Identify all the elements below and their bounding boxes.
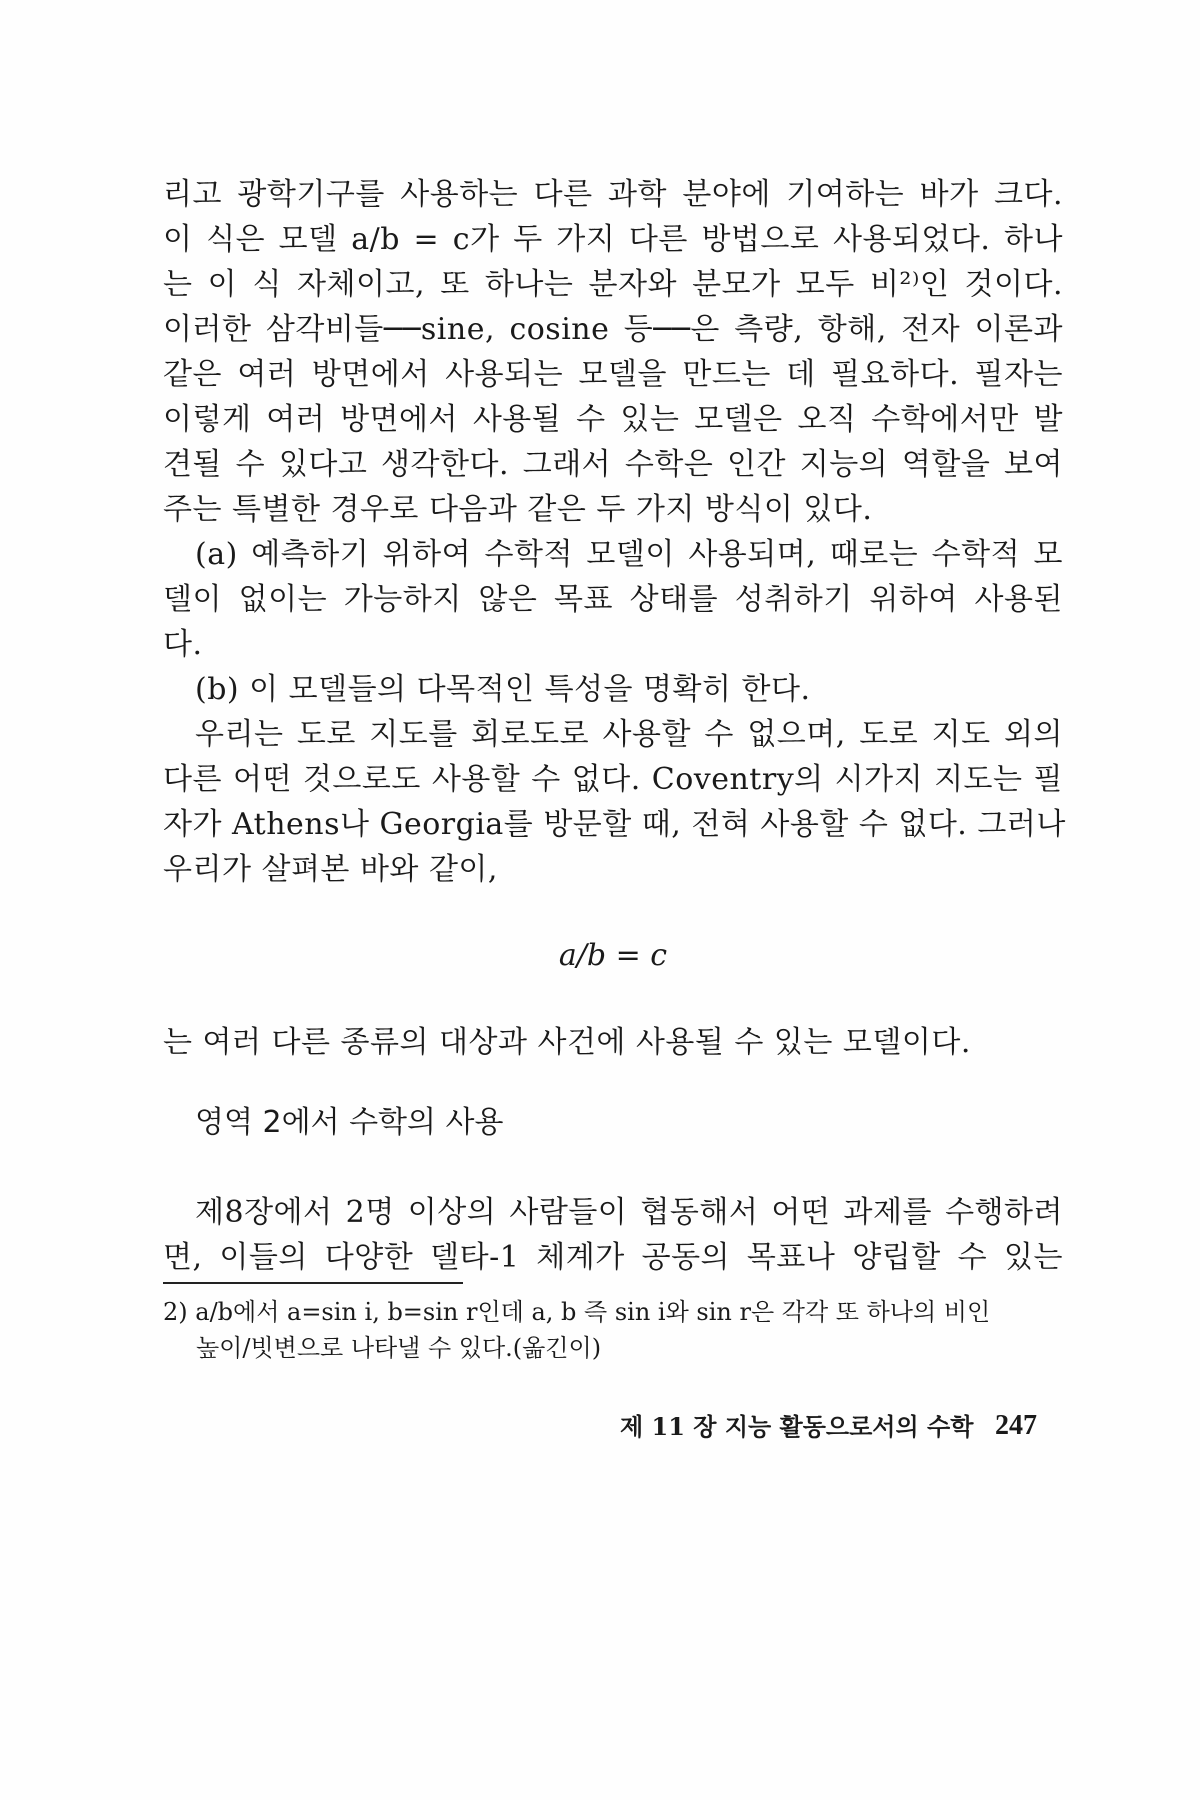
text-line: 우리가 살펴본 바와 같이,: [163, 852, 498, 887]
text-line: 견될 수 있다고 생각한다. 그래서 수학은 인간 지능의 역할을 보여: [163, 447, 1063, 482]
page-number: 247: [995, 1410, 1037, 1441]
text-line: 이 식은 모델 a/b = c가 두 가지 다른 방법으로 사용되었다. 하나: [163, 222, 1063, 257]
section-heading: 영역 2에서 수학의 사용: [195, 1105, 504, 1140]
list-item-a: (a) 예측하기 위하여 수학적 모델이 사용되며, 때로는 수학적 모: [195, 537, 1063, 572]
text-line: 면, 이들의 다양한 델타-1 체계가 공동의 목표나 양립할 수 있는: [163, 1240, 1063, 1275]
text-line: 리고 광학기구를 사용하는 다른 과학 분야에 기여하는 바가 크다.: [163, 177, 1063, 212]
list-item-b: (b) 이 모델들의 다목적인 특성을 명확히 한다.: [195, 672, 811, 707]
footnote-line: 높이/빗변으로 나타낼 수 있다.(옮긴이): [196, 1334, 602, 1362]
running-title: 제 11 장 지능 활동으로서의 수학: [620, 1412, 974, 1441]
text-line: 주는 특별한 경우로 다음과 같은 두 가지 방식이 있다.: [163, 492, 873, 527]
text-line: 는 여러 다른 종류의 대상과 사건에 사용될 수 있는 모델이다.: [163, 1025, 971, 1060]
text-line: 자가 Athens나 Georgia를 방문할 때, 전혀 사용할 수 없다. 그러나: [163, 807, 1066, 842]
footnote-divider: [163, 1282, 463, 1284]
text-line: 이렇게 여러 방면에서 사용될 수 있는 모델은 오직 수학에서만 발: [163, 402, 1063, 437]
footnote-line: 2) a/b에서 a=sin i, b=sin r인데 a, b 즉 sin i와 sin r은 각각 또 하나의 비인: [163, 1298, 991, 1326]
text-line: 우리는 도로 지도를 회로도로 사용할 수 없으며, 도로 지도 외의: [195, 717, 1063, 752]
text-line: 이러한 삼각비들──sine, cosine 등──은 측량, 항해, 전자 이론과: [163, 312, 1063, 347]
text-line: 는 이 식 자체이고, 또 하나는 분자와 분모가 모두 비²⁾인 것이다.: [163, 267, 1063, 302]
equation: a/b = c: [558, 938, 668, 973]
text-line: 다.: [163, 627, 203, 662]
text-line: 같은 여러 방면에서 사용되는 모델을 만드는 데 필요하다. 필자는: [163, 357, 1063, 392]
text-line: 제8장에서 2명 이상의 사람들이 협동해서 어떤 과제를 수행하려: [195, 1195, 1063, 1230]
text-line: 델이 없이는 가능하지 않은 목표 상태를 성취하기 위하여 사용된: [163, 582, 1063, 617]
text-line: 다른 어떤 것으로도 사용할 수 없다. Coventry의 시가지 지도는 필: [163, 762, 1063, 797]
